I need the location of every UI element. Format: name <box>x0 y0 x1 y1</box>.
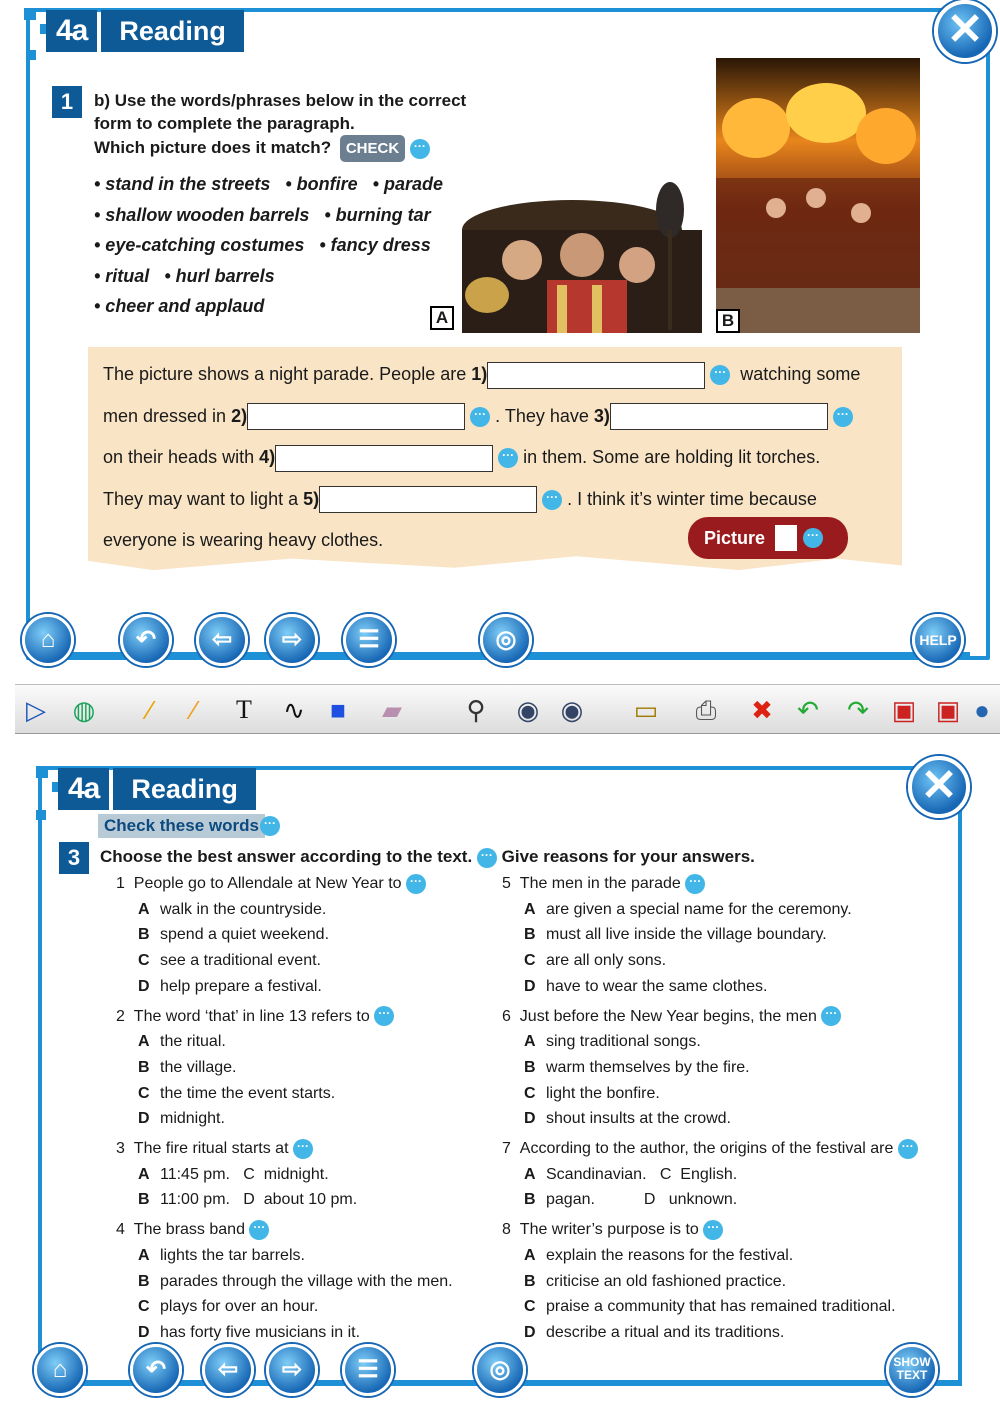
annotation-toolbar <box>15 684 1000 734</box>
option-letter: D <box>524 1110 536 1128</box>
question-text: 2 The word ‘that’ in line 13 refers to <box>116 1007 370 1025</box>
option-letter: C <box>138 1298 150 1316</box>
zoom-icon[interactable]: ⚲ <box>466 695 486 725</box>
paragraph-part: . They have <box>495 405 589 426</box>
shape-icon[interactable]: ■ <box>330 695 346 725</box>
paragraph-part: on their heads with <box>103 447 255 467</box>
paragraph-part: . I think it’s winter time because <box>567 488 817 509</box>
picture-b[interactable] <box>716 58 920 333</box>
unit-title: Reading <box>101 10 244 52</box>
menu-icon: ☰ <box>358 626 380 653</box>
answer-option[interactable] <box>138 1243 496 1269</box>
info-dots-icon[interactable]: ··· <box>293 1139 313 1159</box>
info-dots-icon[interactable]: ··· <box>477 848 497 868</box>
close-icon: ✕ <box>946 5 984 54</box>
home-button[interactable] <box>22 614 74 666</box>
info-dots-icon[interactable]: ··· <box>685 874 705 894</box>
option-text: midnight. <box>160 1110 225 1128</box>
info-dots-icon[interactable]: ··· <box>249 1220 269 1240</box>
option-text: describe a ritual and its traditions. <box>546 1323 785 1341</box>
option-text: explain the reasons for the festival. <box>546 1246 794 1264</box>
info-dots-icon[interactable]: ··· <box>498 448 518 468</box>
show-hide-icon[interactable]: ◉ <box>516 695 540 725</box>
option-letter: B <box>524 1058 536 1076</box>
option-letter: A <box>138 1165 150 1183</box>
instruction-line: Give reasons for your answers. <box>501 847 755 866</box>
answer-box-5[interactable] <box>319 486 537 513</box>
option-letter: B <box>138 926 150 944</box>
audio-icon: ◎ <box>495 626 517 653</box>
answer-option[interactable] <box>138 922 496 948</box>
print-icon[interactable]: ⎙ <box>695 695 717 725</box>
left-questions <box>116 871 496 1350</box>
option-text: see a traditional event. <box>160 952 321 970</box>
answer-option[interactable] <box>138 1055 496 1081</box>
previous-icon: ⇦ <box>217 1356 239 1383</box>
picture-answer-button[interactable] <box>688 517 848 559</box>
next-button[interactable] <box>266 1344 318 1396</box>
option-text: have to wear the same clothes. <box>546 977 768 995</box>
clear-icon[interactable]: ✖ <box>751 695 773 725</box>
answer-box-2[interactable] <box>247 403 465 430</box>
info-dots-icon[interactable]: ··· <box>833 407 853 427</box>
info-dots-icon[interactable]: ··· <box>542 490 562 510</box>
option-letter: B <box>138 1272 150 1290</box>
gap-number: 4) <box>259 447 276 467</box>
next-button[interactable] <box>266 614 318 666</box>
info-dots-icon[interactable]: ··· <box>803 528 823 548</box>
option-letter: A <box>524 1246 536 1264</box>
answer-option[interactable] <box>524 1081 947 1107</box>
save-as-icon[interactable]: ▣ <box>935 695 961 725</box>
mouse-icon[interactable]: ◍ <box>72 695 96 725</box>
next-icon: ⇨ <box>281 1356 303 1383</box>
question <box>502 1136 947 1162</box>
answer-option[interactable] <box>138 1162 496 1188</box>
show-text-button[interactable]: SHOW TEXT <box>886 1344 938 1396</box>
previous-button[interactable] <box>196 614 248 666</box>
question <box>502 1217 947 1243</box>
option-text: the ritual. <box>160 1033 226 1051</box>
question-text: 4 The brass band <box>116 1221 245 1239</box>
picture-a[interactable] <box>435 170 714 333</box>
option-text: has forty five musicians in it. <box>160 1323 361 1341</box>
close-button[interactable] <box>934 0 996 62</box>
word-row: • shallow wooden barrels • burning tar <box>94 204 431 225</box>
back-icon: ↶ <box>135 626 157 653</box>
answer-box-4[interactable] <box>275 445 493 472</box>
question-text: 6 Just before the New Year begins, the men <box>502 1007 817 1025</box>
answer-option[interactable] <box>524 1294 947 1320</box>
option-letter: D <box>138 977 150 995</box>
option-text: the time the event starts. <box>160 1084 336 1102</box>
word-row: • stand in the streets • bonfire • parade <box>94 174 443 194</box>
answer-option[interactable] <box>138 1320 496 1346</box>
instruction-line: form to complete the paragraph. <box>94 114 355 133</box>
pencil-icon[interactable]: ⁄ <box>147 695 153 725</box>
info-dots-icon[interactable]: ··· <box>406 874 426 894</box>
answer-option[interactable] <box>138 1106 496 1132</box>
option-letter: A <box>524 900 536 918</box>
option-letter: C <box>138 1084 150 1102</box>
answer-option[interactable] <box>524 897 947 923</box>
option-text: 11:45 pm. C midnight. <box>160 1165 329 1183</box>
question <box>502 1004 947 1030</box>
exercise-number: 3 <box>59 842 89 874</box>
info-dots-icon[interactable]: ··· <box>710 365 730 385</box>
option-text: criticise an old fashioned practice. <box>546 1272 787 1290</box>
audio-icon: ◎ <box>489 1356 511 1383</box>
option-letter: A <box>138 900 150 918</box>
option-letter: D <box>138 1110 150 1128</box>
redo-icon[interactable]: ↷ <box>847 695 869 725</box>
answer-option[interactable] <box>524 922 947 948</box>
unit-header <box>46 10 244 52</box>
option-text: must all live inside the village boundary. <box>546 926 827 944</box>
answer-option[interactable] <box>524 1187 947 1213</box>
word-list <box>94 169 454 322</box>
option-text: Scandinavian. C English. <box>546 1165 738 1183</box>
answer-option[interactable] <box>138 1187 496 1213</box>
answer-option[interactable] <box>138 897 496 923</box>
option-text: are all only sons. <box>546 952 667 970</box>
option-letter: C <box>138 952 150 970</box>
answer-option[interactable] <box>524 1055 947 1081</box>
help-button[interactable]: HELP <box>912 614 964 666</box>
instruction-line: Choose the best answer according to the text. <box>100 847 473 866</box>
paragraph-part: men dressed in <box>103 405 227 426</box>
highlighter-icon[interactable]: ⁄ <box>191 695 197 725</box>
gap-number: 5) <box>303 488 320 509</box>
spotlight-icon[interactable]: ◉ <box>560 695 584 725</box>
question-text: 1 People go to Allendale at New Year to <box>116 875 402 892</box>
answer-option[interactable] <box>138 1294 496 1320</box>
right-questions <box>502 871 947 1350</box>
answer-box-1[interactable] <box>487 362 705 389</box>
back-icon: ↶ <box>145 1356 167 1383</box>
option-text: 11:00 pm. D about 10 pm. <box>160 1191 358 1209</box>
option-text: spend a quiet weekend. <box>160 926 330 944</box>
option-text: shout insults at the crowd. <box>546 1110 731 1128</box>
gap-number: 2) <box>231 405 248 426</box>
option-letter: A <box>138 1246 150 1264</box>
option-letter: B <box>524 1191 536 1209</box>
next-icon: ⇨ <box>281 626 303 653</box>
exercise-instruction <box>94 89 494 162</box>
answer-option[interactable] <box>524 1243 947 1269</box>
question <box>116 871 496 897</box>
info-dots-icon[interactable]: ··· <box>898 1139 918 1159</box>
option-letter: B <box>138 1058 150 1076</box>
word-row: • cheer and applaud <box>94 296 265 316</box>
option-letter: D <box>524 977 536 995</box>
home-button[interactable] <box>34 1344 86 1396</box>
curve-tool-icon[interactable]: ∿ <box>283 695 305 725</box>
option-text: help prepare a festival. <box>160 977 322 995</box>
check-these-words-button[interactable] <box>98 814 265 838</box>
option-text: the village. <box>160 1058 237 1076</box>
question <box>116 1217 496 1243</box>
menu-button[interactable] <box>342 1344 394 1396</box>
eraser-icon[interactable]: ▰ <box>382 695 402 725</box>
check-words-label: Check these words <box>104 816 259 835</box>
answer-option[interactable] <box>138 1269 496 1295</box>
gap-number: 1) <box>471 364 488 384</box>
answer-option[interactable] <box>524 948 947 974</box>
answer-option[interactable] <box>524 1320 947 1346</box>
previous-icon: ⇦ <box>211 626 233 653</box>
answer-option[interactable] <box>524 1162 947 1188</box>
picture-a-label: A <box>430 306 454 330</box>
question-text: 7 According to the author, the origins of the festival are <box>502 1140 894 1158</box>
info-dots-icon[interactable]: ··· <box>260 816 280 836</box>
option-text: light the bonfire. <box>546 1084 660 1102</box>
unit-number: 4a <box>46 10 97 52</box>
parade-photo-a <box>452 170 714 333</box>
info-dots-icon[interactable]: ··· <box>821 1006 841 1026</box>
option-text: lights the tar barrels. <box>160 1246 305 1264</box>
option-text: walk in the countryside. <box>160 900 327 918</box>
option-letter: A <box>138 1033 150 1051</box>
answer-option[interactable] <box>524 1029 947 1055</box>
exercise-number: 1 <box>52 86 82 118</box>
close-button[interactable] <box>908 756 970 818</box>
paragraph-part: The picture shows a night parade. People are <box>103 364 467 384</box>
option-letter: D <box>524 1323 536 1341</box>
option-letter: A <box>524 1033 536 1051</box>
instruction-line: b) Use the words/phrases below in the correct <box>94 91 467 110</box>
close-icon: ✕ <box>920 761 958 810</box>
option-letter: D <box>138 1323 150 1341</box>
exercise-instruction <box>100 845 960 868</box>
picture-button-label: Picture <box>704 527 766 548</box>
unit-title: Reading <box>113 768 256 810</box>
option-text: warm themselves by the fire. <box>546 1058 750 1076</box>
option-text: parades through the village with the men. <box>160 1272 453 1290</box>
option-text: plays for over an hour. <box>160 1298 319 1316</box>
picture-answer-box[interactable] <box>775 525 797 551</box>
option-letter: C <box>524 952 536 970</box>
word-row: • ritual • hurl barrels <box>94 265 275 286</box>
audio-button[interactable] <box>480 614 532 666</box>
answer-option[interactable] <box>524 974 947 1000</box>
option-text: pagan. D unknown. <box>546 1191 738 1209</box>
globe-icon[interactable]: ● <box>974 695 990 725</box>
question-text: 5 The men in the parade <box>502 875 681 892</box>
answer-option[interactable] <box>138 1081 496 1107</box>
option-text: are given a special name for the ceremony. <box>546 900 852 918</box>
note-icon[interactable]: ▭ <box>633 695 659 725</box>
option-letter: C <box>524 1084 536 1102</box>
info-dots-icon[interactable]: ··· <box>703 1220 723 1240</box>
question <box>116 1004 496 1030</box>
option-letter: A <box>524 1165 536 1183</box>
menu-button[interactable] <box>343 614 395 666</box>
audio-button[interactable] <box>474 1344 526 1396</box>
unit-header <box>58 768 256 810</box>
answer-option[interactable] <box>138 974 496 1000</box>
option-text: sing traditional songs. <box>546 1033 701 1051</box>
question-text: 3 The fire ritual starts at <box>116 1140 289 1158</box>
unit-number: 4a <box>58 768 109 810</box>
play-arrow-icon[interactable]: ▷ <box>26 695 46 725</box>
answer-box-3[interactable] <box>610 403 828 430</box>
picture-b-label: B <box>716 309 740 333</box>
info-dots-icon[interactable]: ··· <box>374 1006 394 1026</box>
undo-icon[interactable]: ↶ <box>797 695 819 725</box>
text-tool-icon[interactable]: T <box>236 695 252 724</box>
answer-option[interactable] <box>138 1029 496 1055</box>
question <box>502 871 947 897</box>
paragraph-part: watching some <box>740 364 861 384</box>
check-button[interactable]: CHECK <box>340 135 405 162</box>
paragraph-part: They may want to light a <box>103 488 299 509</box>
gap-number: 3) <box>593 405 610 426</box>
answer-option[interactable] <box>524 1269 947 1295</box>
answer-option[interactable] <box>138 948 496 974</box>
paragraph-part: in them. Some are holding lit torches. <box>523 447 821 467</box>
option-text: praise a community that has remained traditional. <box>546 1298 896 1316</box>
save-icon[interactable]: ▣ <box>891 695 917 725</box>
option-letter: B <box>524 1272 536 1290</box>
home-icon: ⌂ <box>52 1356 68 1383</box>
instruction-line: Which picture does it match? <box>94 137 332 157</box>
menu-icon: ☰ <box>357 1356 379 1383</box>
option-letter: C <box>524 1298 536 1316</box>
parade-photo-b <box>716 58 920 333</box>
option-letter: B <box>524 926 536 944</box>
back-button[interactable] <box>130 1344 182 1396</box>
option-letter: B <box>138 1191 150 1209</box>
word-row: • eye-catching costumes • fancy dress <box>94 235 431 255</box>
info-dots-icon[interactable]: ··· <box>470 407 490 427</box>
question-text: 8 The writer’s purpose is to <box>502 1221 699 1239</box>
answer-option[interactable] <box>524 1106 947 1132</box>
home-icon: ⌂ <box>40 626 56 653</box>
previous-button[interactable] <box>202 1344 254 1396</box>
question <box>116 1136 496 1162</box>
back-button[interactable] <box>120 614 172 666</box>
info-dots-icon[interactable]: ··· <box>410 139 430 159</box>
paragraph-part: everyone is wearing heavy clothes. <box>103 530 384 550</box>
